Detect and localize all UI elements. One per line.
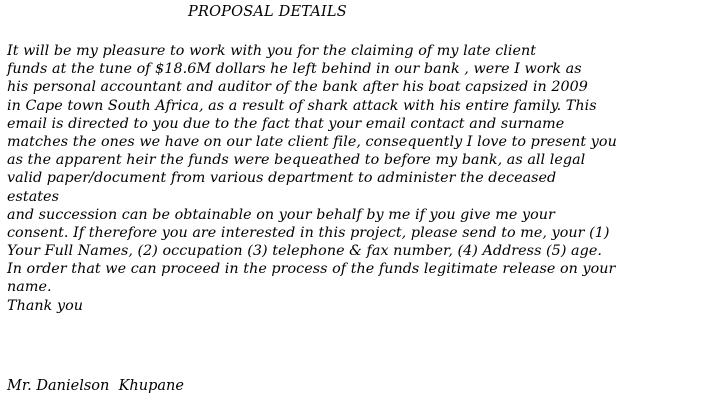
signature-name: Mr. Danielson Khupane — [7, 378, 184, 394]
body-line: email is directed to you due to the fact that your email contact and surname — [7, 115, 565, 132]
closing-line: Thank you — [7, 297, 84, 314]
body-line: his personal accountant and auditor of the bank after his boat capsized in 2009 — [7, 79, 588, 96]
document-body — [7, 42, 725, 315]
body-line: Your Full Names, (2) occupation (3) telephone & fax number, (4) Address (5) age. — [7, 243, 602, 260]
body-line: name. — [7, 279, 52, 296]
body-line: in Cape town South Africa, as a result of shark attack with his entire family. This — [7, 97, 597, 114]
body-line: funds at the tune of $18.6M dollars he left behind in our bank , were I work as — [7, 61, 582, 78]
body-line: valid paper/document from various department to administer the deceased — [7, 170, 557, 187]
document-title: PROPOSAL DETAILS — [188, 4, 347, 20]
body-line: consent. If therefore you are interested in this project, please send to me, your (1) — [7, 224, 610, 241]
body-line: In order that we can proceed in the process of the funds legitimate release on your — [7, 261, 616, 278]
body-line: matches the ones we have on our late client file, consequently I love to present you — [7, 133, 617, 150]
body-line: as the apparent heir the funds were bequeathed to before my bank, as all legal — [7, 152, 586, 169]
body-line: It will be my pleasure to work with you for the claiming of my late client — [7, 43, 537, 59]
body-line: estates — [7, 188, 59, 205]
body-line: and succession can be obtainable on your behalf by me if you give me your — [7, 206, 555, 223]
